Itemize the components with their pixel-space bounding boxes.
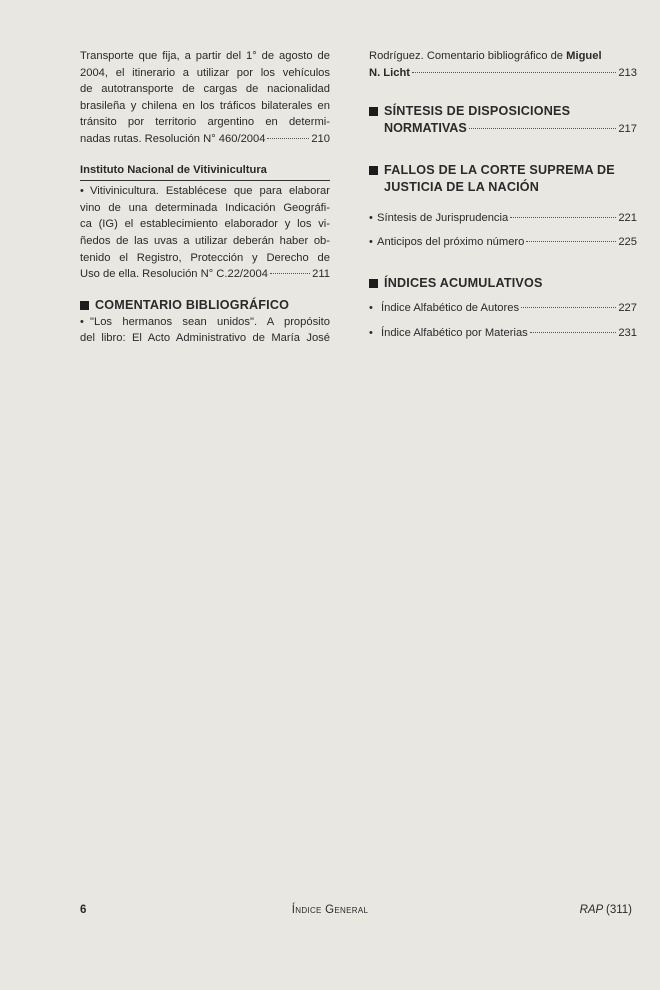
bullet-line [80,183,330,200]
page-ref: 227 [618,301,637,314]
journal-issue [580,904,632,916]
comentario-continued [369,48,637,81]
journal-name: RAP [579,904,603,916]
author-name: N. Licht [369,66,411,79]
entry-text: Anticipos del próximo número [377,236,525,249]
page-ref: 213 [618,66,637,79]
entry-text: Índice Alfabético de Autores [381,301,520,314]
section-title: NORMATIVAS [384,121,467,136]
text-line: vino de una determinada Indicación Geográfi- [80,201,330,214]
comentario-heading [80,297,330,314]
text-line: "Los hermanos sean unidos". A propósito [90,315,330,328]
fallos-heading [369,162,637,179]
fallos-section [369,162,637,251]
section-title: SÍNTESIS DE DISPOSICIONES [384,104,571,119]
page-ref: 231 [618,326,637,339]
sintesis-heading [369,103,637,120]
bullet-icon: • [369,301,373,314]
text-line: tenido el Registro, Protección y Derecho de [80,251,330,264]
text-line: 2004, el itinerario a utilizar por los vehículos [80,66,330,79]
running-footer: Índice General [291,904,369,916]
bullet-icon: • [369,326,373,339]
dot-leader [270,273,310,274]
page-ref: 225 [618,236,637,249]
text-line: Vitivinicultura. Establécese que para elaborar [90,185,330,198]
left-column [80,48,330,347]
indices-section [369,275,637,341]
comentario-entry [80,314,330,347]
page-ref: 210 [311,132,330,145]
bullet-icon: • [80,185,84,198]
toc-entry-line [369,325,637,342]
bullet-icon: • [80,315,84,328]
page-number: 6 [80,904,87,916]
toc-entry-line [369,120,637,138]
page-ref: 221 [618,211,637,224]
bullet-icon: • [369,211,373,224]
entry-text: Índice Alfabético por Materias [381,326,528,339]
entry-text: Uso de ella. Resolución N° C.22/2004 [80,268,268,281]
author-name: Miguel [566,50,602,62]
text-line: del libro: El Acto Administrativo de María José [80,332,330,345]
toc-entry-line [369,300,637,317]
dot-leader [412,72,616,73]
right-column [369,48,637,341]
toc-entry-line [369,65,637,82]
section-title: FALLOS DE LA CORTE SUPREMA DE [384,162,615,177]
dot-leader [530,332,617,333]
text-line: Transporte que fija, a partir del 1° de agosto de [80,50,330,62]
toc-entry-line [80,131,330,148]
fallos-heading-cont [369,179,637,196]
entry-text: Rodríguez. Comentario bibliográfico de [369,50,564,62]
section-title: ÍNDICES ACUMULATIVOS [384,275,543,290]
institute-heading: Instituto Nacional de Vitivinicultura [80,162,330,182]
section-title: COMENTARIO BIBLIOGRÁFICO [95,297,290,312]
indices-heading [369,275,637,292]
entry-text: Síntesis de Jurisprudencia [377,211,509,224]
toc-entry-line [369,234,637,251]
page-ref: 211 [312,268,330,281]
bullet-line [80,314,330,331]
square-bullet-icon [369,279,378,288]
sintesis-section [369,103,637,138]
dot-leader [267,138,309,139]
text-line: tránsito por territorio argentino en determi- [80,116,330,129]
square-bullet-icon [80,301,89,310]
issue-number: (311) [606,904,632,916]
dot-leader [526,241,616,242]
entry-text: nadas rutas. Resolución N° 460/2004 [80,132,266,145]
bullet-icon: • [369,236,373,249]
text-line [369,48,637,65]
dot-leader [510,217,616,218]
toc-entry-line [369,210,637,227]
section-title: JUSTICIA DE LA NACIÓN [384,179,540,194]
page-ref: 217 [618,123,637,136]
dot-leader [469,128,617,129]
dot-leader [521,307,616,308]
text-line: de autotransporte de cargas de nacionalidad [80,83,330,96]
transporte-entry [80,48,330,148]
toc-entry-line [80,266,330,283]
text-line: ca (IG) el establecimiento elaborador y los vi- [80,218,330,231]
text-line: ñedos de las uvas a utilizar deberán haber ob- [80,234,330,247]
text-line: brasileña y chilena en los tráficos bilaterales en [80,99,330,112]
square-bullet-icon [369,166,378,175]
square-bullet-icon [369,107,378,116]
vitivinicultura-entry [80,183,330,283]
